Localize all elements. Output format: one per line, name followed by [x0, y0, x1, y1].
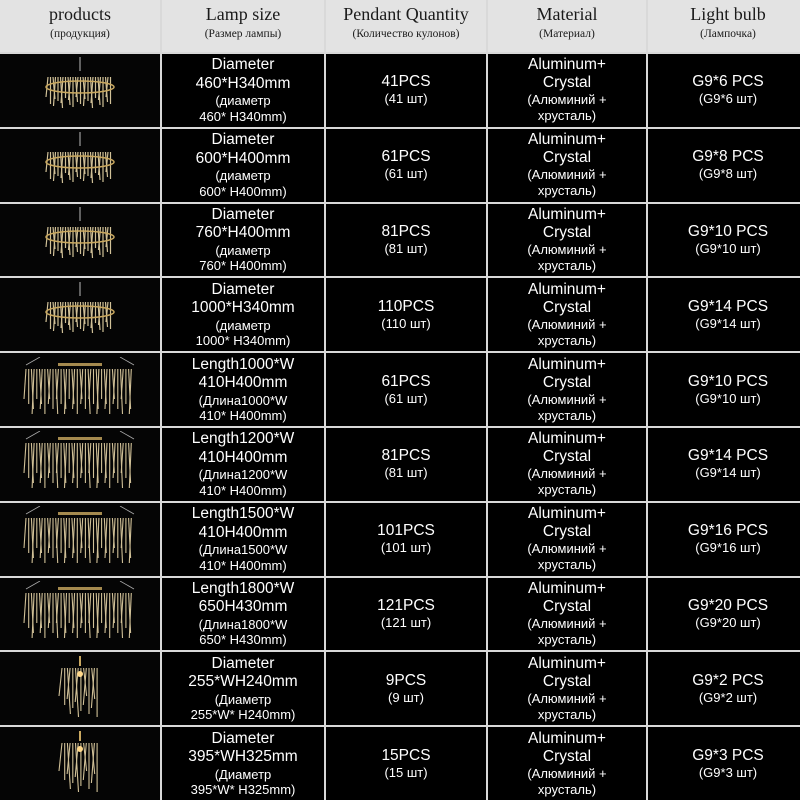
product-image-cell — [0, 576, 160, 651]
pendant-qty-value: 81PCS — [381, 447, 431, 465]
lamp-size-line: (Длина1500*W — [198, 542, 288, 558]
material-line: (Алюминий + — [527, 690, 607, 706]
material-cell — [488, 52, 646, 127]
lamp-size-line: 410H400mm — [198, 374, 288, 392]
lamp-size-line: 395*W* H325mm) — [190, 782, 296, 798]
pendant-qty-ru: (121 шт) — [380, 614, 432, 630]
product-image-cell — [0, 501, 160, 576]
pendant-qty-value: 41PCS — [381, 73, 431, 91]
lamp-size-line: 650H430mm — [198, 598, 288, 616]
lamp-size-line: Length1200*W — [191, 430, 295, 448]
pendant-qty-value: 9PCS — [385, 671, 427, 689]
lamp-size-line: (Длина1000*W — [198, 392, 288, 408]
header-lamp-size-label: Lamp size — [205, 4, 281, 24]
light-bulb-ru: (G9*6 шт) — [698, 91, 758, 107]
light-bulb-value: G9*3 PCS — [692, 746, 764, 764]
pendant-qty-ru: (110 шт) — [381, 315, 431, 331]
lamp-size-line: (диаметр — [215, 93, 271, 109]
pendant-qty-cell — [326, 276, 486, 351]
material-cell — [488, 127, 646, 202]
lamp-size-line: (Диаметр — [214, 691, 272, 707]
round-chandelier-icon — [20, 282, 140, 348]
pendant-qty-cell — [326, 725, 486, 800]
lamp-size-line: 395*WH325mm — [188, 748, 298, 766]
material-cell — [488, 501, 646, 576]
header-light-bulb — [648, 0, 800, 52]
header-pendant-qty-label: Pendant Quantity — [343, 4, 469, 24]
lamp-size-cell — [162, 52, 324, 127]
light-bulb-cell — [648, 351, 800, 426]
light-bulb-ru: (G9*8 шт) — [698, 166, 758, 182]
material-line: Crystal — [542, 523, 592, 541]
lamp-size-line: 460* H340mm) — [199, 108, 287, 124]
pendant-qty-value: 101PCS — [377, 522, 435, 540]
light-bulb-cell — [648, 501, 800, 576]
round-chandelier-icon — [20, 207, 140, 273]
product-image-cell — [0, 351, 160, 426]
pendant-qty-cell — [326, 501, 486, 576]
header-light-bulb-ru: (Лампочка) — [700, 28, 756, 40]
light-bulb-cell — [648, 426, 800, 501]
pendant-qty-ru: (101 шт) — [380, 540, 432, 556]
product-image-cell — [0, 725, 160, 800]
wall-sconce-icon — [20, 731, 140, 797]
header-material — [488, 0, 646, 52]
header-light-bulb-label: Light bulb — [690, 4, 766, 24]
pendant-qty-cell — [326, 650, 486, 725]
material-line: хрусталь) — [537, 482, 597, 498]
material-line: (Алюминий + — [527, 241, 607, 257]
material-line: Crystal — [542, 223, 592, 241]
light-bulb-value: G9*16 PCS — [687, 522, 769, 540]
lamp-size-line: 600* H400mm) — [199, 183, 287, 199]
material-line: (Алюминий + — [527, 466, 607, 482]
light-bulb-ru: (G9*16 шт) — [695, 540, 761, 556]
material-line: (Алюминий + — [527, 92, 607, 108]
pendant-qty-cell — [326, 52, 486, 127]
material-line: (Алюминий + — [527, 167, 607, 183]
pendant-qty-value: 121PCS — [377, 596, 435, 614]
linear-chandelier-icon — [20, 506, 140, 572]
pendant-qty-ru: (61 шт) — [384, 166, 428, 182]
light-bulb-ru: (G9*2 шт) — [698, 689, 758, 705]
material-line: Crystal — [542, 597, 592, 615]
lamp-size-cell — [162, 725, 324, 800]
pendant-qty-cell — [326, 351, 486, 426]
pendant-qty-value: 61PCS — [381, 148, 431, 166]
material-cell — [488, 426, 646, 501]
material-line: хрусталь) — [537, 332, 597, 348]
material-line: (Алюминий + — [527, 541, 607, 557]
lamp-size-line: Diameter — [211, 729, 275, 747]
material-cell — [488, 576, 646, 651]
material-line: Aluminum+ — [528, 131, 606, 149]
light-bulb-cell — [648, 725, 800, 800]
lamp-size-line: (диаметр — [215, 317, 271, 333]
material-line: Aluminum+ — [528, 729, 606, 747]
light-bulb-ru: (G9*10 шт) — [695, 390, 761, 406]
product-image-cell — [0, 426, 160, 501]
lamp-size-line: 460*H340mm — [195, 74, 291, 92]
material-line: Aluminum+ — [528, 654, 606, 672]
pendant-qty-value: 15PCS — [381, 746, 431, 764]
light-bulb-ru: (G9*3 шт) — [698, 764, 758, 780]
light-bulb-cell — [648, 202, 800, 277]
lamp-size-cell — [162, 127, 324, 202]
material-line: Aluminum+ — [528, 430, 606, 448]
light-bulb-value: G9*10 PCS — [687, 222, 769, 240]
round-chandelier-icon — [20, 57, 140, 123]
material-line: хрусталь) — [537, 631, 597, 647]
light-bulb-value: G9*20 PCS — [687, 596, 769, 614]
header-material-label: Material — [536, 4, 598, 24]
material-line: хрусталь) — [537, 407, 597, 423]
material-line: Crystal — [542, 672, 592, 690]
light-bulb-value: G9*10 PCS — [687, 372, 769, 390]
linear-chandelier-icon — [20, 357, 140, 423]
light-bulb-cell — [648, 650, 800, 725]
pendant-qty-cell — [326, 127, 486, 202]
material-cell — [488, 725, 646, 800]
material-line: Aluminum+ — [528, 280, 606, 298]
light-bulb-value: G9*2 PCS — [692, 671, 764, 689]
header-lamp-size-ru: (Размер лампы) — [204, 28, 282, 40]
pendant-qty-value: 81PCS — [381, 222, 431, 240]
lamp-size-line: 600*H400mm — [195, 149, 291, 167]
material-line: Crystal — [542, 448, 592, 466]
pendant-qty-ru: (61 шт) — [384, 390, 428, 406]
lamp-size-cell — [162, 276, 324, 351]
light-bulb-cell — [648, 127, 800, 202]
lamp-size-line: Length1800*W — [191, 579, 295, 597]
pendant-qty-ru: (81 шт) — [384, 465, 428, 481]
product-image-cell — [0, 127, 160, 202]
lamp-size-line: (Длина1800*W — [198, 616, 288, 632]
material-cell — [488, 202, 646, 277]
material-line: Crystal — [542, 373, 592, 391]
lamp-size-cell — [162, 576, 324, 651]
material-line: хрусталь) — [537, 706, 597, 722]
lamp-size-line: 760*H400mm — [195, 224, 291, 242]
lamp-size-line: 760* H400mm) — [199, 258, 287, 274]
header-lamp-size — [162, 0, 324, 52]
material-line: (Алюминий + — [527, 391, 607, 407]
material-line: (Алюминий + — [527, 316, 607, 332]
lamp-size-line: (диаметр — [215, 242, 271, 258]
lamp-size-line: Length1500*W — [191, 505, 295, 523]
light-bulb-ru: (G9*10 шт) — [695, 240, 761, 256]
lamp-size-line: 1000* H340mm) — [195, 333, 291, 349]
material-line: хрусталь) — [537, 557, 597, 573]
material-line: Crystal — [542, 149, 592, 167]
material-line: Aluminum+ — [528, 505, 606, 523]
material-line: хрусталь) — [537, 108, 597, 124]
pendant-qty-ru: (15 шт) — [384, 764, 428, 780]
product-image-cell — [0, 650, 160, 725]
lamp-size-line: 410H400mm — [198, 448, 288, 466]
lamp-size-line: (Диаметр — [214, 766, 272, 782]
material-line: (Алюминий + — [527, 615, 607, 631]
material-line: Crystal — [542, 747, 592, 765]
lamp-size-line: Diameter — [211, 56, 275, 74]
material-line: (Алюминий + — [527, 765, 607, 781]
material-line: Aluminum+ — [528, 579, 606, 597]
lamp-size-line: Diameter — [211, 205, 275, 223]
wall-sconce-icon — [20, 656, 140, 722]
lamp-size-line: Length1000*W — [191, 355, 295, 373]
pendant-qty-ru: (9 шт) — [388, 689, 424, 705]
round-chandelier-icon — [20, 132, 140, 198]
light-bulb-value: G9*6 PCS — [692, 73, 764, 91]
lamp-size-line: 410* H400mm) — [199, 557, 287, 573]
lamp-size-line: (диаметр — [215, 168, 271, 184]
material-line: Aluminum+ — [528, 56, 606, 74]
light-bulb-ru: (G9*14 шт) — [695, 465, 761, 481]
lamp-size-line: 410* H400mm) — [199, 408, 287, 424]
lamp-size-line: 410H400mm — [198, 523, 288, 541]
lamp-size-cell — [162, 650, 324, 725]
linear-chandelier-icon — [20, 431, 140, 497]
header-products-ru: (продукция) — [50, 28, 110, 40]
lamp-size-line: 255*WH240mm — [188, 673, 298, 691]
material-line: хрусталь) — [537, 183, 597, 199]
header-pendant-qty — [326, 0, 486, 52]
lamp-size-cell — [162, 202, 324, 277]
material-cell — [488, 351, 646, 426]
light-bulb-value: G9*14 PCS — [687, 447, 769, 465]
material-cell — [488, 276, 646, 351]
header-products-label: products — [49, 4, 111, 24]
pendant-qty-value: 110PCS — [377, 297, 435, 315]
lamp-size-line: 410* H400mm) — [199, 482, 287, 498]
light-bulb-value: G9*8 PCS — [692, 148, 764, 166]
material-line: Crystal — [542, 74, 592, 92]
light-bulb-cell — [648, 276, 800, 351]
material-line: Aluminum+ — [528, 355, 606, 373]
material-line: Aluminum+ — [528, 205, 606, 223]
linear-chandelier-icon — [20, 581, 140, 647]
pendant-qty-ru: (41 шт) — [384, 91, 428, 107]
header-pendant-qty-ru: (Количество кулонов) — [352, 28, 460, 40]
product-image-cell — [0, 202, 160, 277]
material-line: хрусталь) — [537, 781, 597, 797]
light-bulb-value: G9*14 PCS — [687, 297, 769, 315]
light-bulb-cell — [648, 576, 800, 651]
light-bulb-ru: (G9*14 шт) — [695, 315, 761, 331]
lamp-size-line: (Длина1200*W — [198, 467, 288, 483]
product-image-cell — [0, 52, 160, 127]
light-bulb-cell — [648, 52, 800, 127]
lamp-size-cell — [162, 426, 324, 501]
material-cell — [488, 650, 646, 725]
lamp-size-cell — [162, 351, 324, 426]
material-line: Crystal — [542, 298, 592, 316]
lamp-size-line: Diameter — [211, 280, 275, 298]
product-image-cell — [0, 276, 160, 351]
pendant-qty-cell — [326, 426, 486, 501]
header-material-ru: (Материал) — [539, 28, 595, 40]
lamp-size-line: Diameter — [211, 131, 275, 149]
lamp-size-line: Diameter — [211, 654, 275, 672]
lamp-size-line: 255*W* H240mm) — [190, 707, 296, 723]
lamp-size-line: 650* H430mm) — [199, 632, 287, 648]
light-bulb-ru: (G9*20 шт) — [695, 614, 761, 630]
pendant-qty-cell — [326, 202, 486, 277]
pendant-qty-cell — [326, 576, 486, 651]
lamp-size-line: 1000*H340mm — [191, 299, 295, 317]
material-line: хрусталь) — [537, 257, 597, 273]
pendant-qty-ru: (81 шт) — [384, 240, 428, 256]
header-products — [0, 0, 160, 52]
pendant-qty-value: 61PCS — [381, 372, 431, 390]
lamp-size-cell — [162, 501, 324, 576]
